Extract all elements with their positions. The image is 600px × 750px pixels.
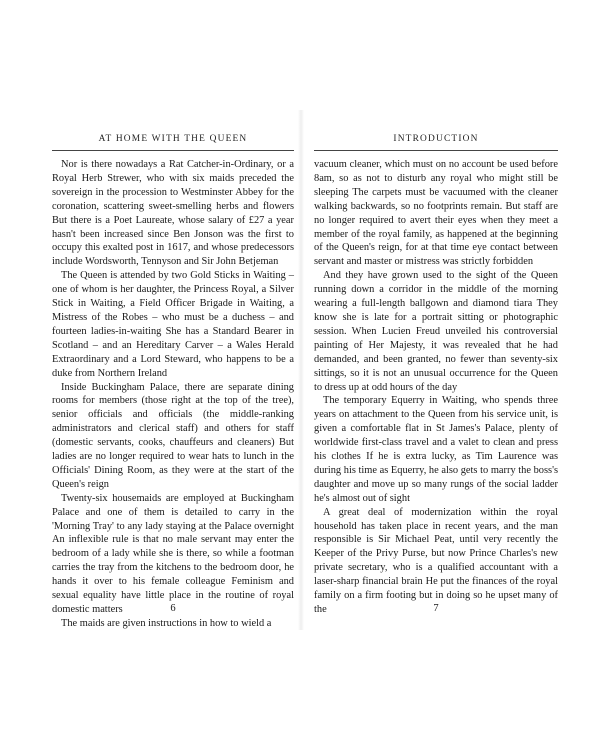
left-paragraph-4: Twenty-six housemaids are employed at Buckingham Palace and one of them is detailed to carry in the 'Morning Tray' to any lady staying at the Palace overnight An inflexible rule is that no male servant may enter the bedroom of a lady while she is there, so while a footman carries the tray from the kitchens to the bedroom door, he hands it over to his female colleague Feminism and sexual equality have little place in the routine of royal domestic matters	[52, 492, 294, 615]
left-paragraph-3: Inside Buckingham Palace, there are separate dining rooms for members (those right at the top of the tree), senior officials and officials (the middle-ranking administrators and clerical staff) and others for staff (domestic servants, cooks, chauffeurs and cleaners) But ladies are no longer required to wear hats to lunch in the Officials' Dining Room, as they were at the start of the Queen's reign	[52, 381, 294, 490]
left-header-rule	[52, 150, 294, 151]
right-page	[314, 0, 558, 750]
right-header-rule	[314, 150, 558, 151]
left-page-body	[52, 158, 294, 631]
left-paragraph-5: The maids are given instructions in how to wield a	[61, 617, 272, 629]
right-page-body	[314, 158, 558, 617]
right-paragraph-2: And they have grown used to the sight of the Queen running down a corridor in the middle of the morning wearing a full-length ballgown and diamond tiara They know she is late for a portrait sitting or photographic session. When Lucien Freud unveiled his controversial painting of Her Majesty, it was revealed that he had demanded, and been granted, no fewer than seventy-six sittings, so it is not an unusual occurrence for the Queen to dress up at odd hours of the day	[314, 270, 558, 393]
right-page-number: 7	[433, 603, 439, 614]
right-paragraph-1: vacuum cleaner, which must on no account be used before 8am, so as not to disturb any royal who might still be sleeping The carpets must be vacuumed with the cleaner walking backwards, so no footprints remain. But staff are no longer required to avert their eyes when they meet a member of the royal family, as happened at the beginning of the Queen's reign, for at that time eye contact between servant and master or mistress was strictly forbidden	[314, 159, 558, 268]
book-gutter	[298, 110, 304, 630]
left-paragraph-2: The Queen is attended by two Gold Sticks in Waiting – one of whom is her daughter, the Princess Royal, a Silver Stick in Waiting, a Field Officer Brigade in Waiting, a Mistress of the Robes – who must be a duchess – and fourteen ladies-in-waiting She has a Standard Bearer in Scotland – and an Hereditary Carver – a Wales Herald Extraordinary and a Lord Steward, who happens to be a duke from Northern Ireland	[52, 270, 294, 379]
right-running-head: INTRODUCTION	[393, 134, 479, 144]
right-paragraph-4: A great deal of modernization within the royal household has taken place in recent years, and the man responsible is Sir Michael Peat, until very recently the Keeper of the Privy Purse, but now Prince Charles's new private secretary, who is a qualified accountant with a laser-sharp financial brain He put the finances of the royal family on a firm footing but in doing so he upset many of the	[314, 506, 558, 615]
right-paragraph-3: The temporary Equerry in Waiting, who spends three years on attachment to the Queen from his service unit, is given a comfortable flat in St James's Palace, plenty of worldwide first-class travel and a valet to clean and press his clothes If he is extra lucky, as Tim Laurence was during his time as Equerry, he also gets to marry the boss's daughter and move up so many rungs of the social ladder he's almost out of sight	[314, 395, 558, 504]
left-page-number: 6	[170, 603, 176, 614]
left-paragraph-1: Nor is there nowadays a Rat Catcher-in-Ordinary, or a Royal Herb Strewer, who with six maids preceded the sovereign in the procession to Westminster Abbey for the coronation, scattering sweet-smelling herbs and flowers But there is a Poet Laureate, whose salary of £27 a year hasn't been increased since Ben Jonson was the first to occupy this exalted post in 1617, and whose predecessors include Wordsworth, Tennyson and Sir John Betjeman	[52, 159, 294, 268]
left-running-head: AT HOME WITH THE QUEEN	[98, 134, 248, 144]
left-page	[52, 0, 294, 750]
